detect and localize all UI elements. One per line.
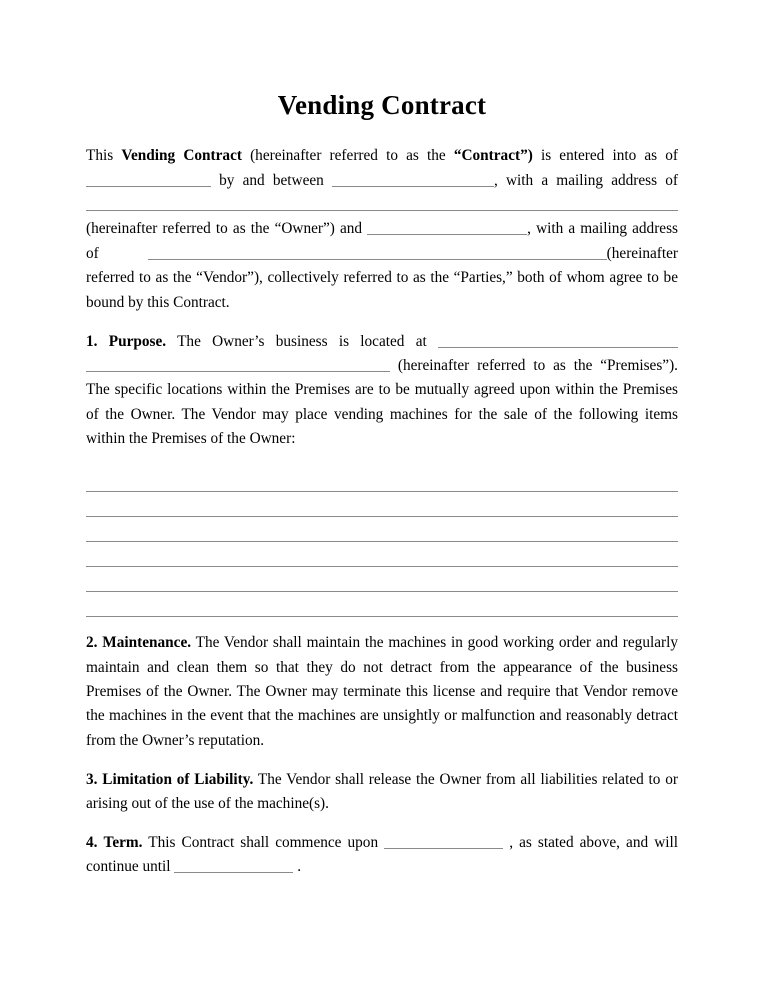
intro-text-a: This [86,147,122,165]
section-maintenance [86,631,678,753]
term-start-blank[interactable] [384,834,503,849]
term-end-blank[interactable] [174,858,293,873]
page-title: Vending Contract [277,90,487,120]
purpose-text-b: (hereinafter referred to as the “Premises”). The specific locations within the Premises are to be mutually agreed upon within the Premises of the Owner. The Vendor may place vending machines for the sale of the following items within the Premises of the Owner: [86,356,678,448]
document-body [86,0,678,880]
items-line-5[interactable] [86,567,678,592]
vendor-name-blank[interactable] [367,220,527,235]
owner-name-blank[interactable] [332,172,494,187]
section-term [86,831,678,880]
intro-text-d: by and between [211,171,332,189]
items-line-1[interactable] [86,467,678,492]
contract-name-bold: Vending Contract [121,147,242,165]
vendor-mailing-address-blank[interactable] [148,245,607,260]
owner-mailing-address-blank[interactable] [86,196,678,211]
contract-defined-term-bold: “Contract”) [453,147,533,165]
purpose-text-a: The Owner’s business is located at [166,332,438,350]
items-line-2[interactable] [86,492,678,517]
intro-text-c: is entered into as of [532,147,678,165]
term-text-b: , as stated above, and will continue until [86,833,678,876]
intro-paragraph [86,144,678,315]
term-text-c: . [293,858,302,876]
premises-address-blank-1[interactable] [438,333,678,348]
commencement-date-blank[interactable] [86,172,211,187]
maintenance-number: 2. [86,634,98,652]
intro-text-g: , with a mailing address of [86,220,678,262]
section-purpose [86,330,678,452]
limitation-number: 3. [86,770,98,788]
items-line-4[interactable] [86,542,678,567]
premises-address-blank-2[interactable] [86,357,390,372]
maintenance-heading: Maintenance. [102,634,192,652]
maintenance-text: The Vendor shall maintain the machines in good working order and regularly maintain and clean them so that they do not detract from the appearance of the business Premises of the Owner. The Owner may terminate this license and require that Vendor remove the machines in the event that the machines are unsightly or malfunction and reasonably detract from the Owner’s reputation. [86,634,679,749]
intro-text-b: (hereinafter referred to as the [241,147,454,165]
term-text-a: This Contract shall commence upon [142,833,385,851]
purpose-number: 1. [86,332,98,350]
limitation-text: The Vendor shall release the Owner from all liabilities related to or arising out of the use of the machine(s). [86,770,678,813]
intro-text-h: (hereinafter referred to as the “Vendor”), collectively referred to as the “Parties,” both of whom agree to be bound by this Contract. [86,244,678,311]
intro-text-e: , with a mailing address of [494,171,678,189]
items-fill-in-lines [86,467,678,617]
limitation-heading: Limitation of Liability. [102,770,254,788]
items-line-3[interactable] [86,517,678,542]
items-line-6[interactable] [86,592,678,617]
intro-text-f: (hereinafter referred to as the “Owner”) and [86,220,368,238]
term-number: 4. [86,833,98,851]
section-limitation-of-liability [86,768,678,817]
term-heading: Term. [103,833,143,851]
purpose-heading: Purpose. [108,332,167,350]
